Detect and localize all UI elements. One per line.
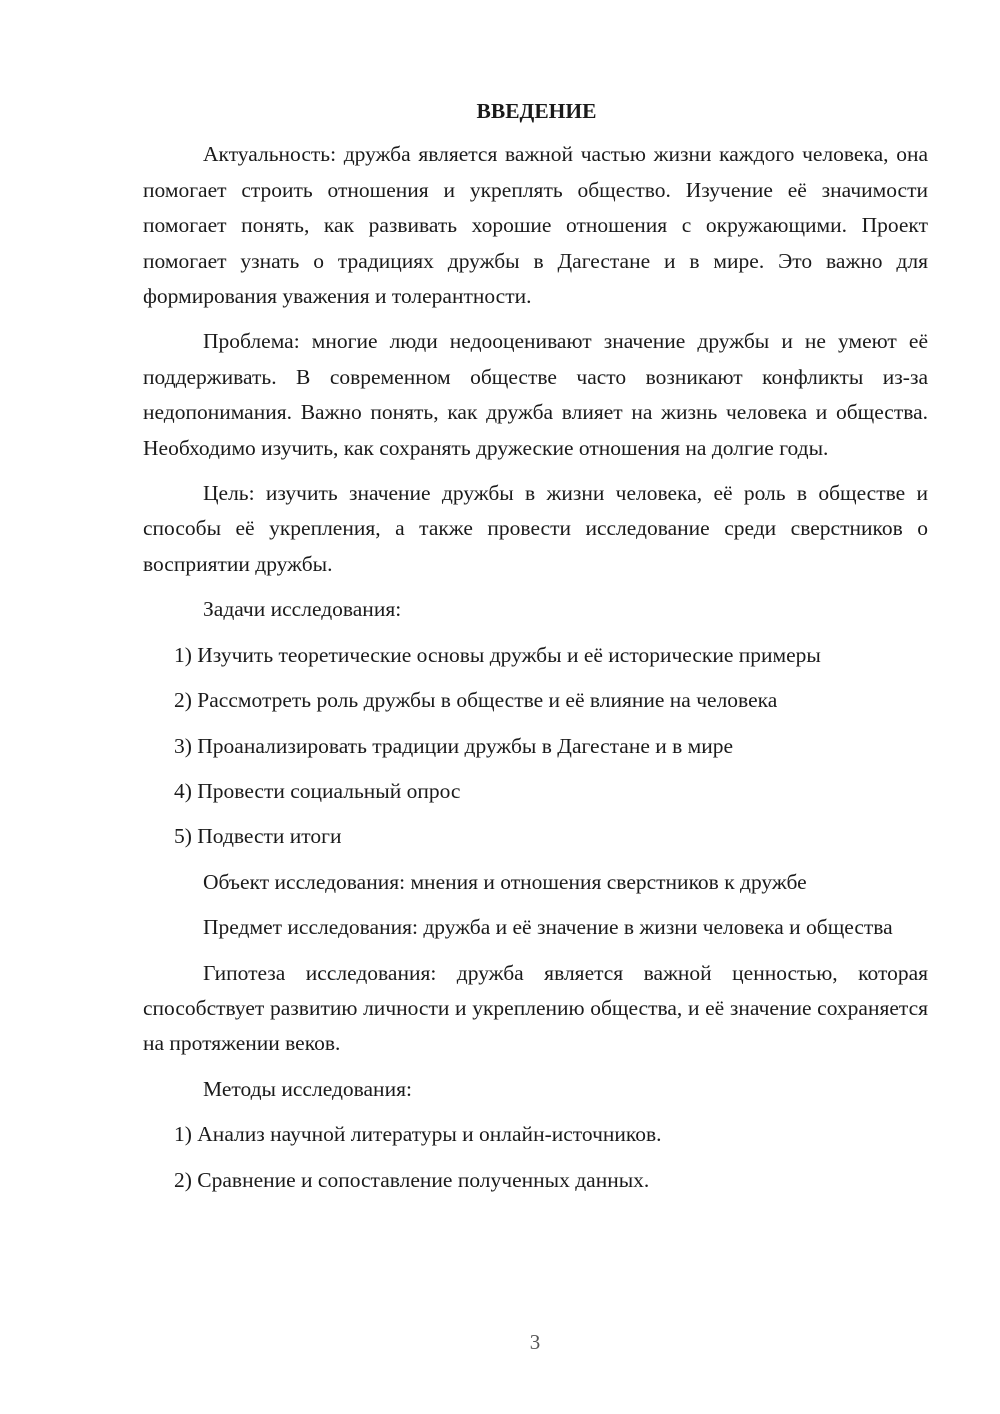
document-page bbox=[143, 94, 928, 1208]
hypothesis-paragraph: Гипотеза исследования: дружба является важной ценностью, которая способствует развитию личности и укреплению общества, и её значение сохраняется на протяжении веков. bbox=[143, 960, 928, 1056]
list-item: 2) Сравнение и сопоставление полученных данных. bbox=[174, 1167, 650, 1192]
tasks-heading: Задачи исследования: bbox=[203, 597, 402, 622]
methods-list bbox=[143, 1117, 928, 1198]
methods-heading: Методы исследования: bbox=[203, 1076, 412, 1101]
list-item: 2) Рассмотреть роль дружбы в обществе и её влияние на человека bbox=[174, 688, 778, 713]
problem-paragraph: Проблема: многие люди недооценивают значение дружбы и не умеют её поддерживать. В современном обществе часто возникают конфликты из-за недопонимания. Важно понять, как дружба влияет на жизнь человека и общества. Необходимо изучить, как сохранять дружеские отношения на долгие годы. bbox=[143, 329, 928, 460]
list-item: 4) Провести социальный опрос bbox=[174, 778, 461, 803]
relevance-paragraph: Актуальность: дружба является важной частью жизни каждого человека, она помогает строить отношения и укреплять общество. Изучение её значимости помогает понять, как развивать хорошие отношения с окружающими. Проект помогает узнать о традициях дружбы в Дагестане и в мире. Это важно для формирования уважения и толерантности. bbox=[143, 142, 928, 309]
subject-paragraph: Предмет исследования: дружба и её значение в жизни человека и общества bbox=[203, 915, 893, 940]
object-paragraph: Объект исследования: мнения и отношения сверстников к дружбе bbox=[203, 869, 807, 894]
goal-paragraph: Цель: изучить значение дружбы в жизни человека, её роль в обществе и способы её укрепления, а также провести исследование среди сверстников о восприятии дружбы. bbox=[143, 481, 928, 576]
page-number: 3 bbox=[529, 1330, 541, 1354]
list-item: 3) Проанализировать традиции дружбы в Дагестане и в мире bbox=[174, 733, 734, 758]
page-title: ВВЕДЕНИЕ bbox=[476, 99, 597, 123]
tasks-list bbox=[143, 638, 928, 855]
list-item: 5) Подвести итоги bbox=[174, 824, 342, 849]
list-item: 1) Изучить теоретические основы дружбы и её исторические примеры bbox=[174, 642, 821, 667]
list-item: 1) Анализ научной литературы и онлайн-источников. bbox=[174, 1122, 662, 1147]
